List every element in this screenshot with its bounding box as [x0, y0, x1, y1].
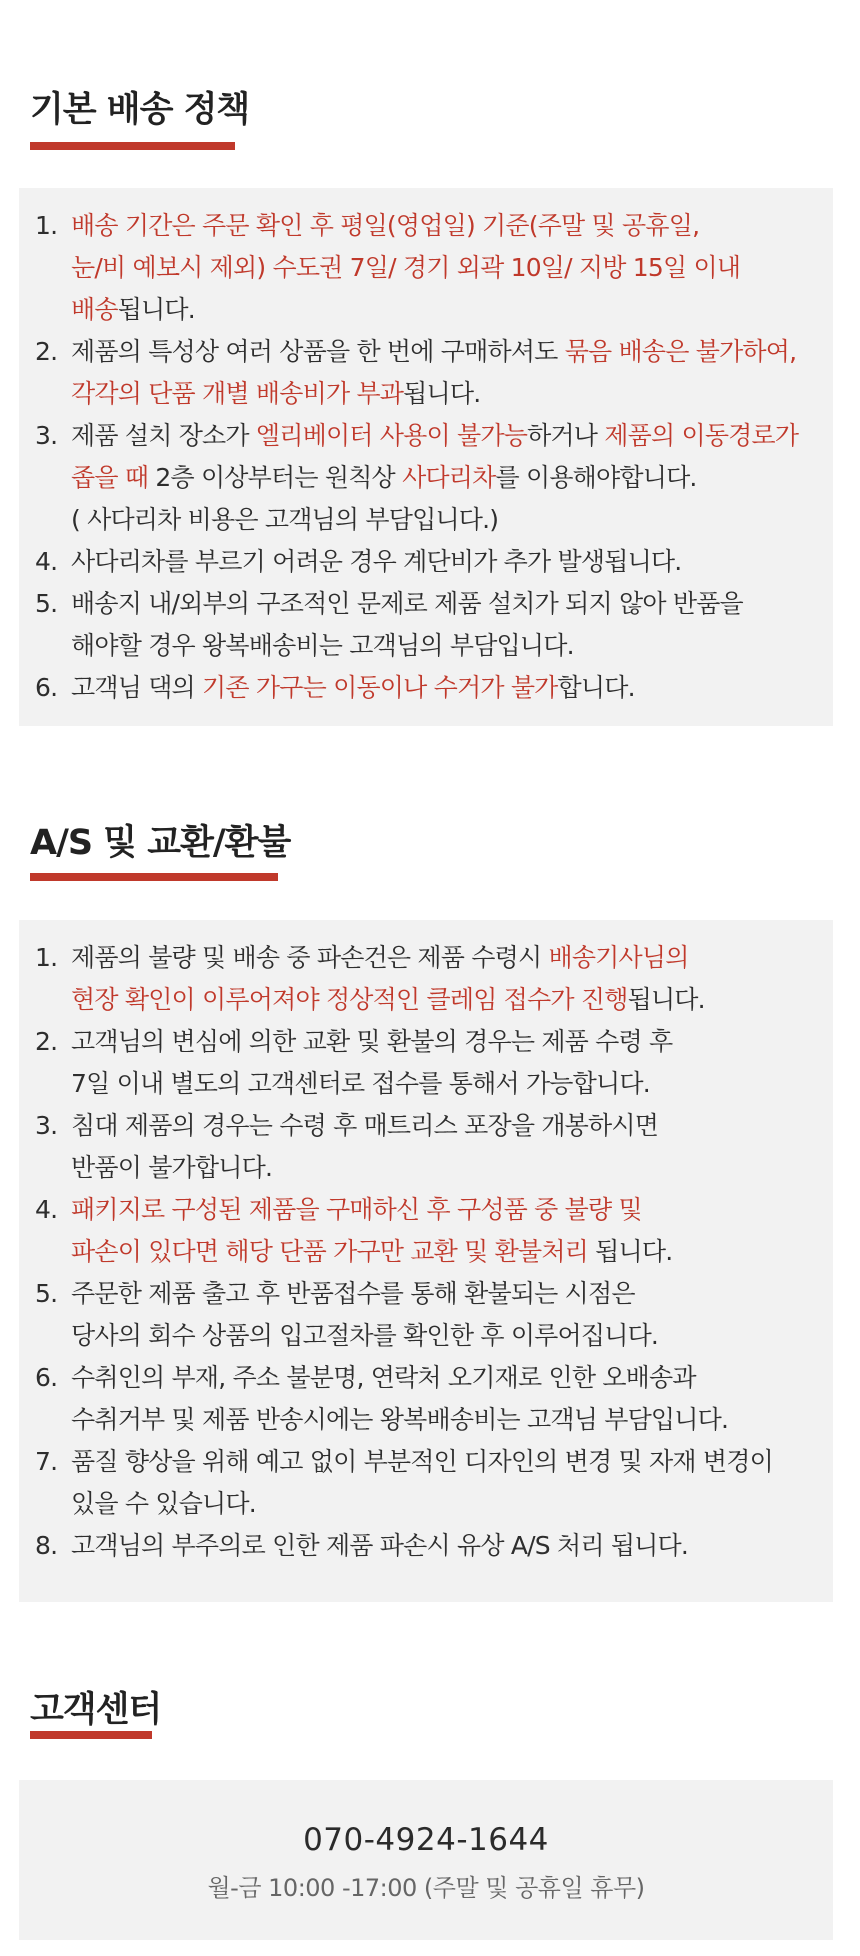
list-item	[35, 583, 823, 667]
body-text: 고객님 댁의	[71, 673, 203, 702]
body-text: 품질 향상을 위해 예고 없이 부분적인 디자인의 변경 및 자재 변경이	[71, 1447, 773, 1476]
list-item-number: 4.	[35, 547, 58, 576]
body-text: 수취거부 및 제품 반송시에는 왕복배송비는 고객님 부담입니다.	[71, 1405, 729, 1434]
list-item	[35, 205, 823, 331]
body-text: 고객님의 부주의로 인한 제품 파손시 유상 A/S 처리 됩니다.	[71, 1531, 689, 1560]
list-item	[35, 1105, 823, 1189]
body-text: 를 이용해야합니다.	[495, 463, 697, 492]
list-item	[35, 937, 823, 1021]
body-text: 주문한 제품 출고 후 반품접수를 통해 환불되는 시점은	[71, 1279, 635, 1308]
body-text: 하거나	[527, 421, 605, 450]
list-item	[35, 1273, 823, 1357]
shipping-policy-box	[19, 188, 833, 726]
highlight-text: 배송	[71, 295, 118, 324]
list-item-number: 2.	[35, 337, 58, 366]
body-text: 제품의 특성상 여러 상품을 한 번에 구매하셔도	[71, 337, 565, 366]
body-text: 2층 이상부터는 원칙상	[148, 463, 403, 492]
list-item-number: 3.	[35, 421, 58, 450]
list-item-number: 6.	[35, 1363, 58, 1392]
body-text: 제품 설치 장소가	[71, 421, 256, 450]
customer-center-hours: 월-금 10:00 -17:00 (주말 및 공휴일 휴무)	[207, 1874, 645, 1902]
body-text: 당사의 회수 상품의 입고절차를 확인한 후 이루어집니다.	[71, 1321, 659, 1350]
highlight-text: 좁을 때	[71, 463, 149, 492]
list-item-number: 2.	[35, 1027, 58, 1056]
body-text: 고객님의 변심에 의한 교환 및 환불의 경우는 제품 수령 후	[71, 1027, 673, 1056]
body-text: 사다리차를 부르기 어려운 경우 계단비가 추가 발생됩니다.	[71, 547, 682, 576]
body-text: 됩니다.	[627, 985, 705, 1014]
list-item	[35, 1525, 823, 1567]
list-item-number: 1.	[35, 211, 58, 240]
list-item-number: 6.	[35, 673, 58, 702]
body-text: 수취인의 부재, 주소 불분명, 연락처 오기재로 인한 오배송과	[71, 1363, 696, 1392]
shipping-policy-title: 기본 배송 정책	[30, 90, 250, 130]
body-text: 됩니다.	[117, 295, 195, 324]
body-text: 있을 수 있습니다.	[71, 1489, 256, 1518]
highlight-text: 배송 기간은 주문 확인 후 평일(영업일) 기준(주말 및 공휴일,	[71, 211, 700, 240]
body-text: 침대 제품의 경우는 수령 후 매트리스 포장을 개봉하시면	[71, 1111, 659, 1140]
body-text: 됩니다.	[588, 1237, 673, 1266]
highlight-text: 제품의 이동경로가	[604, 421, 799, 450]
shipping-policy-list	[35, 205, 823, 709]
highlight-text: 현장 확인이 이루어져야 정상적인 클레임 접수가 진행	[71, 985, 628, 1014]
as-title-underline	[30, 873, 278, 881]
body-text: 배송지 내/외부의 구조적인 문제로 제품 설치가 되지 않아 반품을	[71, 589, 743, 618]
list-item-number: 1.	[35, 943, 58, 972]
highlight-text: 패키지로 구성된 제품을 구매하신 후 구성품 중 불량 및	[71, 1195, 642, 1224]
body-text: 됩니다.	[403, 379, 481, 408]
list-item-number: 7.	[35, 1447, 58, 1476]
list-item	[35, 415, 823, 541]
list-item	[35, 667, 823, 709]
highlight-text: 기존 가구는 이동이나 수거가 불가	[202, 673, 558, 702]
list-item-number: 8.	[35, 1531, 58, 1560]
highlight-text: 파손이 있다면 해당 단품 가구만 교환 및 환불처리	[71, 1237, 589, 1266]
customer-center-title-underline	[30, 1731, 152, 1739]
body-text: 반품이 불가합니다.	[71, 1153, 273, 1182]
list-item	[35, 1357, 823, 1441]
highlight-text: 눈/비 예보시 제외) 수도권 7일/ 경기 외곽 10일/ 지방 15일 이내	[71, 253, 741, 282]
body-text: 해야할 경우 왕복배송비는 고객님의 부담입니다.	[71, 631, 574, 660]
highlight-text: 각각의 단품 개별 배송비가 부과	[71, 379, 404, 408]
body-text: ( 사다리차 비용은 고객님의 부담입니다.)	[71, 505, 499, 534]
as-exchange-box	[19, 920, 833, 1602]
highlight-text: 사다리차	[402, 463, 496, 492]
list-item-number: 5.	[35, 1279, 58, 1308]
highlight-text: 묶음 배송은 불가하여,	[564, 337, 797, 366]
body-text: 합니다.	[557, 673, 635, 702]
as-exchange-title: A/S 및 교환/환불	[30, 823, 291, 863]
highlight-text: 엘리베이터 사용이 불가능	[255, 421, 528, 450]
body-text: 7일 이내 별도의 고객센터로 접수를 통해서 가능합니다.	[71, 1069, 650, 1098]
customer-center-title: 고객센터	[30, 1690, 162, 1730]
list-item-number: 4.	[35, 1195, 58, 1224]
highlight-text: 배송기사님의	[548, 943, 689, 972]
as-exchange-list	[35, 937, 823, 1567]
list-item-number: 5.	[35, 589, 58, 618]
list-item	[35, 1021, 823, 1105]
list-item	[35, 1189, 823, 1273]
list-item	[35, 541, 823, 583]
list-item	[35, 1441, 823, 1525]
shipping-title-underline	[30, 142, 235, 150]
list-item-number: 3.	[35, 1111, 58, 1140]
customer-center-phone[interactable]: 070-4924-1644	[303, 1822, 549, 1858]
body-text: 제품의 불량 및 배송 중 파손건은 제품 수령시	[71, 943, 549, 972]
list-item	[35, 331, 823, 415]
customer-center-box	[19, 1780, 833, 1940]
